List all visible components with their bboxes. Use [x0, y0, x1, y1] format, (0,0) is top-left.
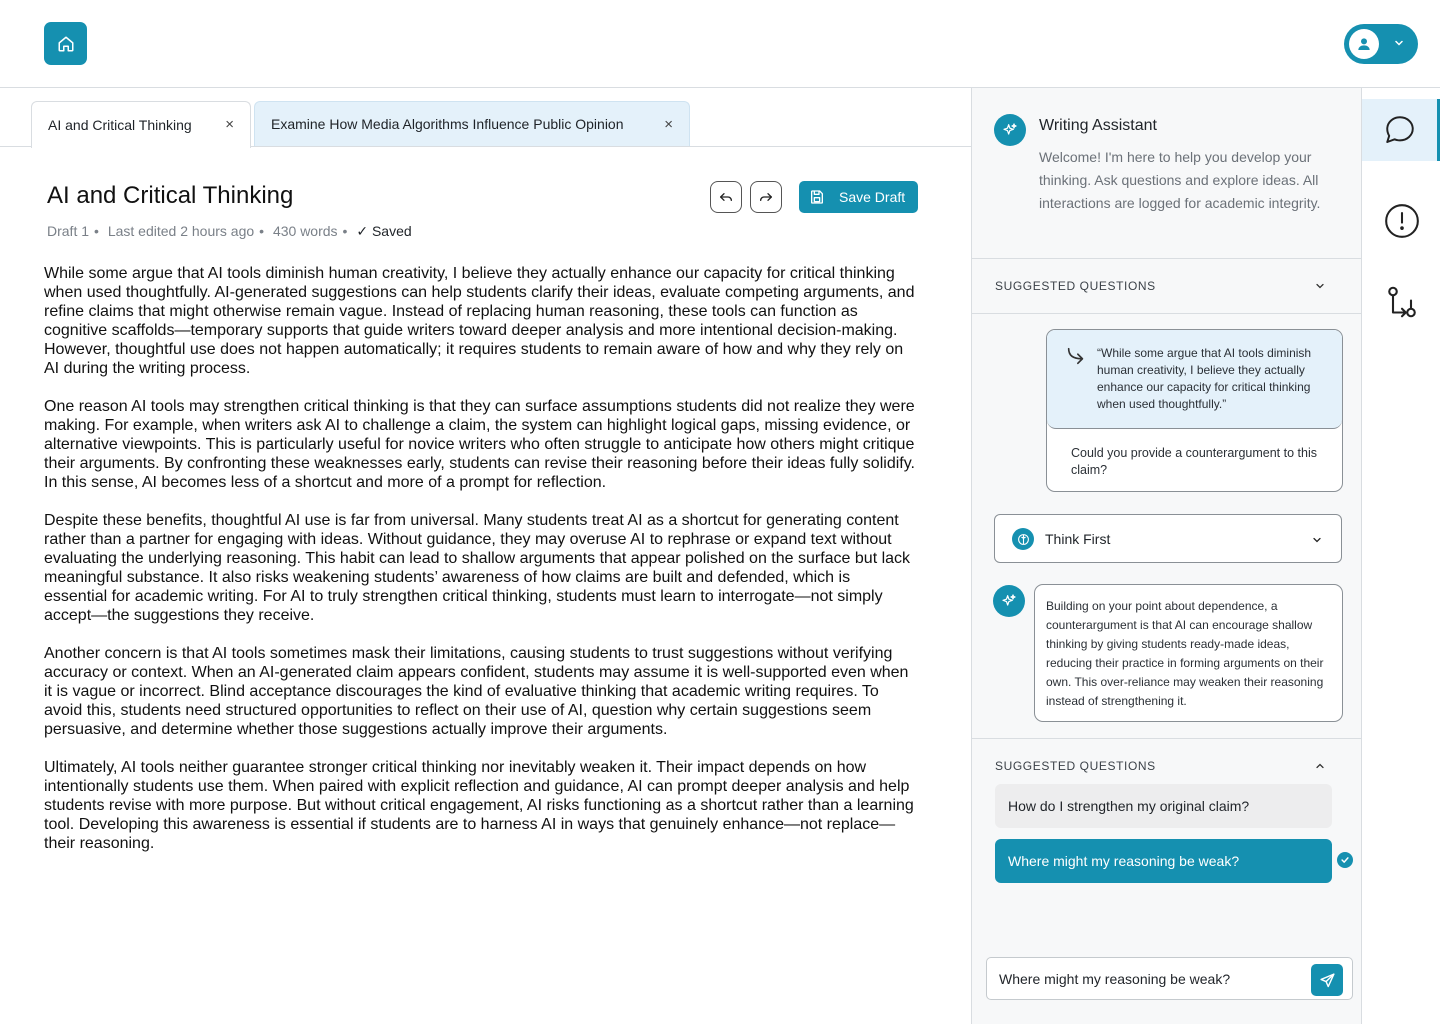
user-menu-button[interactable]: [1344, 24, 1418, 64]
suggested-question-button[interactable]: Where might my reasoning be weak?: [995, 839, 1332, 883]
rail-compare-button[interactable]: [1362, 271, 1440, 333]
editor-pane: [0, 88, 971, 1024]
chat-bubble-icon: [1382, 112, 1418, 148]
chevron-up-icon: [1314, 760, 1326, 772]
paragraph[interactable]: While some argue that AI tools diminish human creativity, I believe they actually enhance our capacity for critical thinking when used thoughtfully. AI-generated suggestions can help students clarify their ideas, evaluate competing arguments, and refine claims that might otherwise remain vague. Instead of replacing human reasoning, these tools can function as cognitive scaffolds—temporary supports that guide writers toward deeper analysis and more intentional decision-making. However, thoughtful use does not happen automatically; it requires students to remain aware of how and why they rely on AI during the writing process.: [44, 265, 915, 377]
saved-status: ✓ Saved: [356, 223, 412, 239]
tab-label: AI and Critical Thinking: [48, 117, 192, 133]
section-label: SUGGESTED QUESTIONS: [995, 758, 1156, 773]
close-icon[interactable]: ×: [664, 116, 673, 133]
top-bar: [0, 0, 1440, 88]
assistant-welcome: Welcome! I'm here to help you develop your thinking. Ask questions and explore ideas. All interactions are logged for academic integrity.: [1039, 149, 1321, 211]
right-rail: [1361, 88, 1440, 1024]
chat-input[interactable]: [986, 957, 1353, 1000]
chevron-down-icon: [1393, 37, 1405, 49]
check-icon: ✓: [356, 223, 369, 239]
brain-icon: [1012, 528, 1034, 550]
draft-label: Draft 1: [47, 223, 90, 239]
undo-button[interactable]: [710, 181, 742, 213]
reply-arrow-icon: [1065, 345, 1087, 367]
send-icon: [1319, 972, 1336, 989]
chat-input-value: Where might my reasoning be weak?: [999, 970, 1231, 987]
chevron-down-icon: [1311, 534, 1323, 546]
home-icon: [57, 35, 75, 53]
alert-circle-icon: [1383, 202, 1421, 240]
check-circle-icon: [1337, 852, 1353, 868]
git-compare-icon: [1384, 284, 1420, 320]
rail-alert-button[interactable]: [1362, 190, 1440, 252]
suggested-questions-toggle[interactable]: [972, 259, 1362, 314]
quoted-question-card[interactable]: [1046, 329, 1343, 492]
paragraph[interactable]: Ultimately, AI tools neither guarantee stronger critical thinking nor inevitably weaken it. Their impact depends on how intentionally students use them. When paired with explicit reflection and guidance, AI can prompt deeper analysis and help students revise with more purpose. But without critical engagement, AI risks functioning as a shortcut rather than a learning tool. Developing this awareness is essential if students are to harness AI in ways that genuinely enhance—not replace—their reasoning.: [44, 759, 914, 852]
tab-ai-critical-thinking[interactable]: [31, 101, 251, 148]
save-draft-button[interactable]: [799, 181, 918, 213]
redo-button[interactable]: [750, 181, 782, 213]
document-meta: Draft 1 • Last edited 2 hours ago • 430 words • ✓ Saved: [47, 223, 412, 239]
document-body[interactable]: [44, 264, 916, 872]
quoted-text: “While some argue that AI tools diminish human creativity, I believe they actually enhance our capacity for critical thinking when used thoughtfully.”: [1097, 346, 1312, 411]
save-draft-label: Save Draft: [839, 189, 906, 205]
page-title: AI and Critical Thinking: [47, 182, 294, 209]
undo-icon: [718, 189, 734, 205]
section-label: SUGGESTED QUESTIONS: [995, 279, 1156, 293]
word-count: 430 words: [272, 223, 338, 239]
chevron-down-icon: [1314, 280, 1326, 292]
user-question: Could you provide a counterargument to this claim?: [1071, 446, 1317, 477]
think-first-label: Think First: [1045, 530, 1111, 547]
paragraph[interactable]: One reason AI tools may strengthen critical thinking is that they can surface assumptions students did not realize they were making. For example, when writers ask AI to challenge a claim, the system can highlight logical gaps, missing evidence, or alternative viewpoints. This is particularly useful for novice writers who often struggle to anticipate how others might critique their arguments. By confronting these weaknesses early, students can revise their reasoning before their ideas fully solidify. In this sense, AI becomes less of a shortcut and more of a prompt for reflection.: [44, 398, 915, 491]
paragraph[interactable]: Despite these benefits, thoughtful AI use is far from universal. Many students treat AI as a shortcut for generating content rather than a partner for engaging with ideas. Without guidance, they may overuse AI to rephrase or expand text without evaluating the underlying reasoning. This habit can lead to shallow arguments that appear polished on the surface but lack meaningful substance. It also risks weakening students’ awareness of how claims are built and defended, which is essential for academic writing. For AI to truly strengthen critical thinking, students must learn to interrogate—not simply accept—the suggestions they receive.: [44, 512, 911, 624]
document-tab-bar: [0, 88, 971, 147]
tab-media-algorithms[interactable]: [254, 101, 690, 146]
assistant-title: Writing Assistant: [1039, 117, 1157, 134]
send-button[interactable]: [1311, 964, 1343, 996]
assistant-response: Building on your point about dependence, a counterargument is that AI can encourage shallow thinking by giving students ready-made ideas, reducing their practice in forming arguments on their own. This over-reliance may weaken their reasoning instead of strengthening it.: [1034, 584, 1343, 722]
think-first-dropdown[interactable]: [994, 514, 1342, 563]
avatar: [1349, 29, 1379, 59]
last-edited: Last edited 2 hours ago: [107, 223, 255, 239]
tab-label: Examine How Media Algorithms Influence Public Opinion: [271, 116, 624, 132]
redo-icon: [758, 189, 774, 205]
assistant-header: [972, 88, 1362, 259]
paragraph[interactable]: Another concern is that AI tools sometimes mask their limitations, causing students to trust suggestions without verifying accuracy or context. When an AI-generated claim appears confident, students may assume it is well-supported even when it is vague or incorrect. Blind acceptance discourages the kind of evaluative thinking that academic writing requires. To avoid this, students need structured opportunities to reflect on their use of AI, question why certain suggestions seem persuasive, and determine whether those suggestions actually improve their arguments.: [44, 645, 909, 738]
home-button[interactable]: [44, 22, 87, 65]
save-icon: [809, 189, 825, 205]
sparkle-icon: [994, 114, 1026, 146]
rail-chat-button[interactable]: [1362, 99, 1440, 161]
close-icon[interactable]: ×: [225, 116, 234, 133]
sparkle-icon: [993, 585, 1025, 617]
writing-assistant-panel: [971, 88, 1361, 1024]
user-icon: [1356, 36, 1372, 52]
suggested-question-button[interactable]: How do I strengthen my original claim?: [995, 784, 1332, 828]
quote-block: [1047, 330, 1342, 429]
